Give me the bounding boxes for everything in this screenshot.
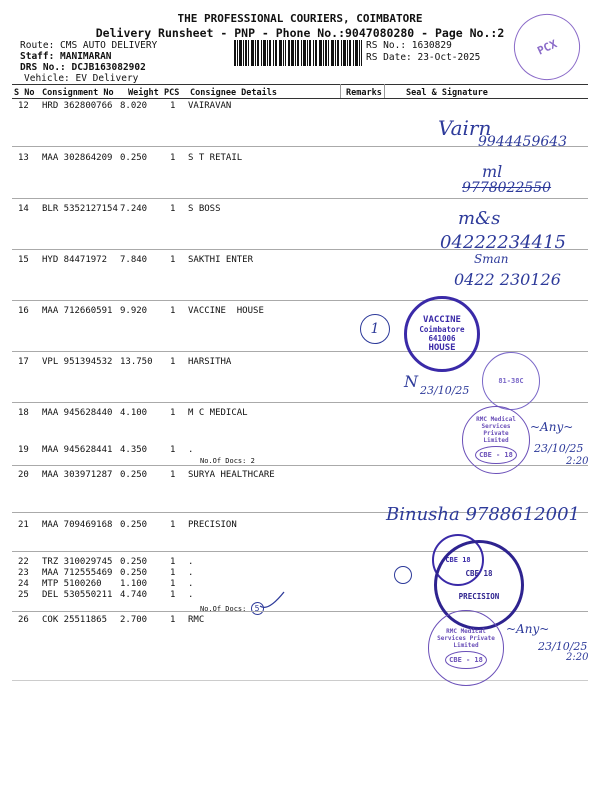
row-sno: 15 — [18, 255, 29, 265]
phone-row15: 0422 230126 — [454, 270, 561, 289]
remarks-divider — [340, 84, 341, 98]
vaccine-stamp-num: 641006 — [428, 334, 456, 343]
rmc-stamp-row18 — [462, 406, 530, 474]
signature-row15: Sman — [474, 252, 509, 266]
row-pcs: 1 — [170, 408, 176, 418]
row-sno: 14 — [18, 204, 29, 214]
row-sno: 24 — [18, 579, 29, 589]
row-sno: 16 — [18, 306, 29, 316]
row-weight: 1.100 — [120, 579, 148, 589]
col-remarks-header: Remarks — [346, 88, 382, 98]
row-weight: 8.020 — [120, 101, 148, 111]
checkmark-icon — [258, 590, 286, 612]
no-of-docs-note: No.Of Docs: 2 — [200, 457, 255, 465]
row-pcs: 1 — [170, 357, 176, 367]
vehicle-label: Vehicle: EV Delivery — [24, 73, 139, 84]
row-sno: 18 — [18, 408, 29, 418]
row-consignee: S T RETAIL — [188, 153, 243, 163]
mark-row16 — [360, 314, 390, 344]
row-weight: 4.350 — [120, 445, 148, 455]
row-consignment-no: BLR 5352127154 — [42, 204, 118, 214]
col-consignee-header: Consignee Details — [190, 88, 277, 98]
row-consignee: VACCINE HOUSE — [188, 306, 264, 316]
row-consignee: . — [188, 445, 194, 455]
signature-row13: ml — [482, 162, 503, 181]
phone-row12: 9944459643 — [478, 134, 568, 150]
row-consignee: RMC — [188, 615, 205, 625]
row-weight: 2.700 — [120, 615, 148, 625]
staff-label: Staff: MANIMARAN — [20, 51, 112, 62]
row-sno: 19 — [18, 445, 29, 455]
signature-row12: Vairn — [438, 116, 492, 140]
row-pcs: 1 — [170, 470, 176, 480]
no-of-docs-count: 5 — [254, 604, 260, 613]
row-consignee: HARSITHA — [188, 357, 232, 367]
corner-stamp-text: PCX — [535, 36, 559, 58]
time-row18: 2:20 — [566, 456, 589, 467]
rs-number: RS No.: 1630829 — [366, 40, 452, 51]
row-consignment-no: TRZ 310029745 — [42, 557, 113, 567]
row-consignment-no: DEL 530550211 — [42, 590, 113, 600]
harsitha-stamp — [482, 352, 540, 410]
row-pcs: 1 — [170, 204, 176, 214]
row-pcs: 1 — [170, 579, 176, 589]
no-of-docs-note — [200, 602, 264, 615]
signature-row21: Binusha 9788612001 — [386, 504, 580, 525]
row-sno: 22 — [18, 557, 29, 567]
vaccine-stamp-bottom: HOUSE — [428, 343, 456, 353]
row-weight: 0.250 — [120, 557, 148, 567]
row-weight: 13.750 — [120, 357, 153, 367]
row-consignment-no: MAA 712555469 — [42, 568, 113, 578]
row-consignment-no: HYD 84471972 — [42, 255, 108, 265]
signature-row26: ~Any~ — [506, 622, 550, 636]
row-consignment-no: COK 25511865 — [42, 615, 108, 625]
rmc-stamp-code-2: CBE - 18 — [445, 651, 487, 669]
mark-row22 — [394, 566, 412, 584]
no-of-docs-label: No.Of Docs: — [200, 605, 247, 613]
row-consignee: PRECISION — [188, 520, 237, 530]
row-pcs: 1 — [170, 520, 176, 530]
row-divider — [12, 351, 588, 352]
precision-stamp-small-code: CBE 18 — [445, 556, 471, 564]
row-consignee: . — [188, 557, 194, 567]
seal-divider — [384, 84, 385, 98]
row-pcs: 1 — [170, 557, 176, 567]
date-row26: 23/10/25 — [538, 640, 588, 653]
runsheet-subtitle: Delivery Runsheet - PNP - Phone No.:9047080280 - Page No.:2 — [95, 26, 505, 40]
vaccine-stamp-top: VACCINE — [423, 315, 461, 325]
vaccine-house-stamp — [404, 296, 480, 372]
row-weight: 4.740 — [120, 590, 148, 600]
row-weight: 7.840 — [120, 255, 148, 265]
row-pcs: 1 — [170, 153, 176, 163]
row-divider — [12, 300, 588, 301]
time-row26: 2:20 — [566, 652, 589, 663]
precision-stamp-code: CBE 18 — [465, 569, 493, 578]
precision-stamp-text: PRECISION — [458, 592, 500, 601]
rs-date: RS Date: 23-Oct-2025 — [366, 52, 481, 63]
row-sno: 21 — [18, 520, 29, 530]
row-weight: 0.250 — [120, 568, 148, 578]
signature-row18: ~Any~ — [530, 420, 574, 434]
row-consignment-no: MAA 712660591 — [42, 306, 113, 316]
row-consignment-no: MTP 5100260 — [42, 579, 102, 589]
row-consignee: VAIRAVAN — [188, 101, 232, 111]
row-consignee: SURYA HEALTHCARE — [188, 470, 275, 480]
row-pcs: 1 — [170, 568, 176, 578]
row-sno: 17 — [18, 357, 29, 367]
row-consignment-no: MAA 709469168 — [42, 520, 113, 530]
mark-row17: N — [404, 372, 418, 391]
date-row17: 23/10/25 — [420, 384, 470, 397]
route-label: Route: CMS AUTO DELIVERY — [20, 40, 158, 51]
row-sno: 20 — [18, 470, 29, 480]
company-title: THE PROFESSIONAL COURIERS, COIMBATORE — [177, 12, 423, 25]
signature-row14: m&s — [458, 208, 501, 229]
col-consignment-header: Consignment No — [42, 88, 114, 98]
barcode — [234, 40, 362, 66]
row-consignment-no: VPL 951394532 — [42, 357, 113, 367]
col-weight-header: Weight — [128, 88, 159, 98]
row-pcs: 1 — [170, 101, 176, 111]
row-divider — [12, 198, 588, 199]
rmc-stamp-row26 — [428, 610, 504, 686]
harsitha-stamp-code: 81-38C — [498, 377, 524, 385]
rmc-stamp-code: CBE - 18 — [475, 446, 517, 464]
row-pcs: 1 — [170, 306, 176, 316]
row-consignee: M C MEDICAL — [188, 408, 248, 418]
row-sno: 12 — [18, 101, 29, 111]
row-weight: 0.250 — [120, 520, 148, 530]
row-weight: 9.920 — [120, 306, 148, 316]
row-consignment-no: MAA 303971287 — [42, 470, 113, 480]
rmc-stamp-text-2: RMC Medical Services Private Limited — [437, 627, 495, 649]
drs-number: DRS No.: DCJB163082902 — [20, 62, 146, 73]
col-seal-header: Seal & Signature — [406, 88, 488, 98]
row-weight: 7.240 — [120, 204, 148, 214]
phone-row14: 04222234415 — [440, 232, 566, 253]
table-header-rule — [12, 98, 588, 99]
row-sno: 23 — [18, 568, 29, 578]
col-sno-header: S No — [14, 88, 35, 98]
row-consignee: . — [188, 590, 194, 600]
row-weight: 0.250 — [120, 153, 148, 163]
vaccine-stamp-mid: Coimbatore — [419, 325, 465, 334]
col-pcs-header: PCS — [164, 88, 180, 98]
row-pcs: 1 — [170, 615, 176, 625]
table-top-rule — [12, 84, 588, 85]
row-consignment-no: MAA 945628440 — [42, 408, 113, 418]
row-consignment-no: MAA 302864209 — [42, 153, 113, 163]
row-consignee: S BOSS — [188, 204, 221, 214]
phone-row13: 9778022550 — [462, 180, 552, 196]
rmc-stamp-text: RMC Medical Services Private Limited — [476, 416, 516, 444]
row-weight: 0.250 — [120, 470, 148, 480]
row-sno: 26 — [18, 615, 29, 625]
row-pcs: 1 — [170, 255, 176, 265]
row-sno: 13 — [18, 153, 29, 163]
row-consignment-no: HRD 362800766 — [42, 101, 113, 111]
row-sno: 25 — [18, 590, 29, 600]
mark-row16-text: 1 — [370, 321, 380, 337]
date-row18: 23/10/25 — [534, 442, 584, 455]
row-pcs: 1 — [170, 590, 176, 600]
row-weight: 4.100 — [120, 408, 148, 418]
row-consignee: . — [188, 579, 194, 589]
row-consignee: SAKTHI ENTER — [188, 255, 254, 265]
row-pcs: 1 — [170, 445, 176, 455]
row-consignment-no: MAA 945628441 — [42, 445, 113, 455]
row-consignee: . — [188, 568, 194, 578]
table-bottom-rule — [12, 680, 588, 681]
